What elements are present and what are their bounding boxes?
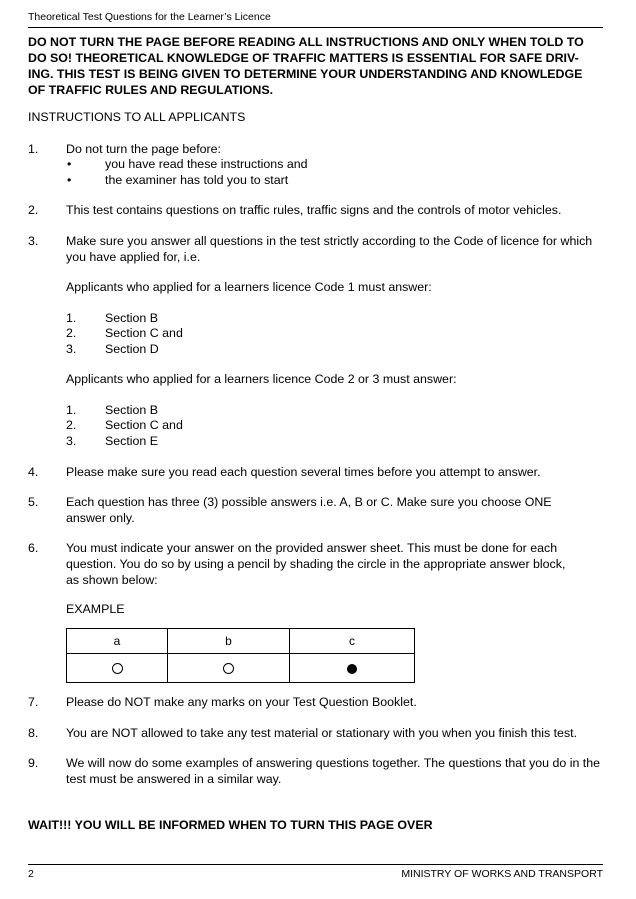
item-text: You are NOT allowed to take any test material or stationary with you when you finish this test.	[66, 726, 578, 740]
item-text: Make sure you answer all questions in the test strictly according to the Code of licence for which you have applied for, i.e.	[66, 234, 593, 264]
answer-mark-cell	[290, 654, 415, 683]
page-number: 2	[28, 868, 34, 880]
item-number: 7.	[28, 695, 39, 709]
bullet-icon: •	[67, 173, 72, 187]
warning-line: ING. THIS TEST IS BEING GIVEN TO DETERMINE YOUR UNDERSTANDING AND KNOWLEDGE	[28, 67, 583, 81]
item-number: 4.	[28, 465, 39, 479]
code23-intro: Applicants who applied for a learners licence Code 2 or 3 must answer:	[66, 372, 457, 386]
section-name: Section C and	[105, 326, 183, 340]
warning-line: DO SO! THEORETICAL KNOWLEDGE OF TRAFFIC MATTERS IS ESSENTIAL FOR SAFE DRIV-	[28, 51, 579, 65]
bullet-text: you have read these instructions and	[105, 157, 308, 171]
item-text: Please make sure you read each question several times before you attempt to answer.	[66, 465, 541, 479]
item-number: 6.	[28, 541, 39, 555]
example-answer-table	[66, 628, 415, 683]
item-text: You must indicate your answer on the provided answer sheet. This must be done for each question. You do so by using a pencil by shading the circle in the appropriate answer block, as shown below:	[66, 541, 566, 587]
section-name: Section D	[105, 342, 159, 356]
item-number: 2.	[28, 203, 39, 217]
item-number: 1.	[28, 142, 39, 156]
wait-notice: WAIT!!! YOU WILL BE INFORMED WHEN TO TURN THIS PAGE OVER	[28, 818, 433, 832]
running-header: Theoretical Test Questions for the Learner’s Licence	[28, 11, 271, 23]
warning-notice	[28, 34, 608, 98]
code1-intro: Applicants who applied for a learners licence Code 1 must answer:	[66, 280, 432, 294]
item-text: We will now do some examples of answering questions together. The questions that you do in the test must be answered in a similar way.	[66, 756, 601, 786]
section-number: 2.	[66, 326, 77, 340]
item-number: 8.	[28, 726, 39, 740]
section-number: 1.	[66, 403, 77, 417]
footer-rule	[28, 864, 603, 865]
footer-ministry: MINISTRY OF WORKS AND TRANSPORT	[401, 868, 603, 880]
answer-mark-cell	[168, 654, 290, 683]
item-number: 3.	[28, 234, 39, 248]
answer-marks-row	[67, 654, 415, 683]
item-text: Do not turn the page before:	[66, 142, 221, 156]
item-number: 5.	[28, 495, 39, 509]
section-name: Section B	[105, 311, 159, 325]
bullet-icon: •	[67, 157, 72, 171]
section-name: Section E	[105, 434, 159, 448]
empty-circle-icon	[223, 663, 234, 674]
section-number: 3.	[66, 342, 77, 356]
section-name: Section B	[105, 403, 159, 417]
item-number: 9.	[28, 756, 39, 770]
answer-header-cell: c	[290, 629, 415, 654]
answer-mark-cell	[67, 654, 168, 683]
example-label: EXAMPLE	[66, 602, 125, 616]
answer-header-row	[67, 629, 415, 654]
warning-line: DO NOT TURN THE PAGE BEFORE READING ALL INSTRUCTIONS AND ONLY WHEN TOLD TO	[28, 35, 584, 49]
section-name: Section C and	[105, 418, 183, 432]
answer-header-cell: b	[168, 629, 290, 654]
answer-header-cell: a	[67, 629, 168, 654]
item-text: This test contains questions on traffic rules, traffic signs and the controls of motor vehicles.	[66, 203, 562, 217]
item-text: Please do NOT make any marks on your Test Question Booklet.	[66, 695, 417, 709]
bullet-text: the examiner has told you to start	[105, 173, 289, 187]
header-rule	[28, 27, 603, 28]
section-number: 3.	[66, 434, 77, 448]
filled-circle-icon	[347, 664, 357, 674]
empty-circle-icon	[112, 663, 123, 674]
section-number: 1.	[66, 311, 77, 325]
warning-line: OF TRAFFIC RULES AND REGULATIONS.	[28, 83, 274, 97]
instructions-heading: INSTRUCTIONS TO ALL APPLICANTS	[28, 110, 246, 124]
item-text: Each question has three (3) possible answers i.e. A, B or C. Make sure you choose ONE answer only.	[66, 495, 552, 525]
section-number: 2.	[66, 418, 77, 432]
